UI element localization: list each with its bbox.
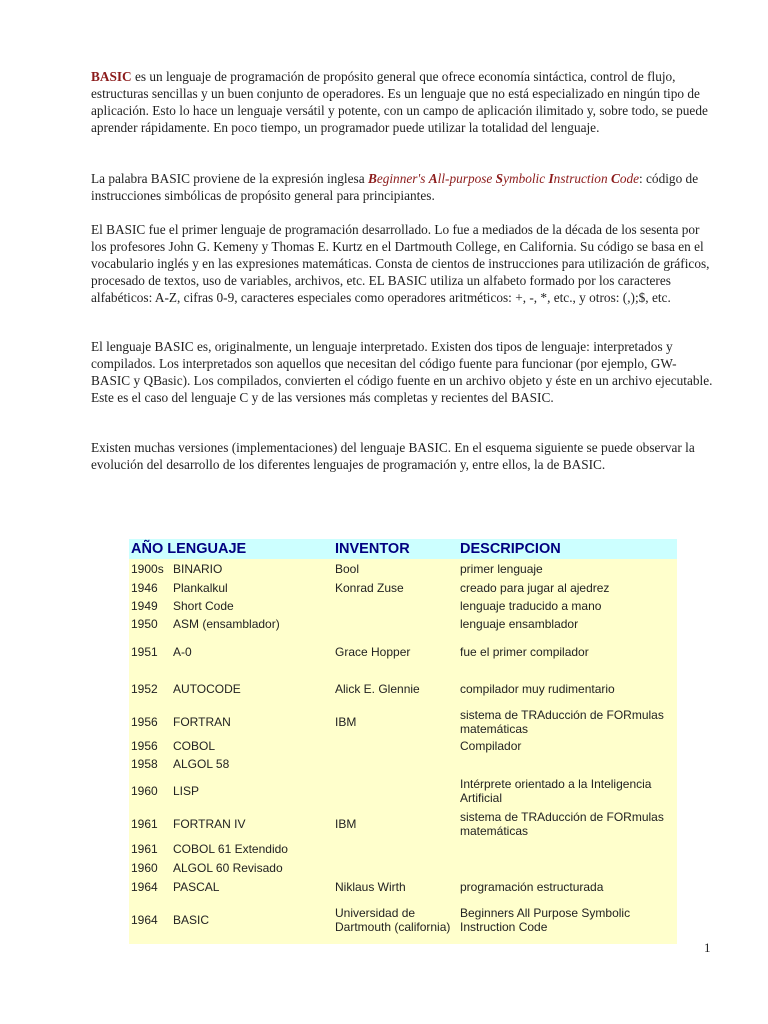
inventor-cell — [333, 773, 458, 809]
table-row — [129, 858, 677, 877]
table-row — [129, 559, 677, 578]
description-cell: compilador muy rudimentario — [460, 681, 615, 696]
inventor-cell — [333, 737, 458, 755]
inventor-cell: Alick E. Glennie — [335, 681, 420, 696]
languages-table — [129, 539, 677, 944]
year-cell: 1956 — [131, 715, 158, 729]
acronym-letter-c: C — [610, 171, 620, 186]
acronym-word-instruction: nstruction — [553, 171, 611, 186]
description-cell — [458, 858, 677, 877]
table-row — [129, 839, 677, 858]
description-cell — [458, 839, 677, 858]
table-row — [129, 755, 677, 773]
description-cell: creado para jugar al ajedrez — [460, 580, 610, 595]
year-cell: 1952 — [131, 681, 158, 696]
language-cell: ASM (ensamblador) — [173, 616, 280, 631]
acronym-expansion — [368, 171, 639, 186]
description-cell: lenguaje traducido a mano — [460, 598, 602, 613]
page-number: 1 — [704, 940, 711, 955]
header-inventor: INVENTOR — [333, 539, 458, 559]
description-cell: primer lenguaje — [460, 561, 543, 576]
table-row — [129, 809, 677, 839]
acronym-word-beginners: eginner's — [376, 171, 429, 186]
year-cell: 1961 — [131, 841, 158, 856]
etymology-trailing-text: : código de instrucciones simbólicas de propósito general para principiantes. — [91, 171, 699, 203]
year-cell: 1961 — [131, 817, 158, 831]
language-cell: Short Code — [173, 598, 234, 613]
inventor-cell: Konrad Zuse — [335, 580, 404, 595]
inventor-cell: Bool — [335, 561, 360, 576]
paragraph-etymology — [91, 170, 713, 204]
inventor-cell: Grace Hopper — [335, 644, 411, 659]
acronym-letter-a: A — [428, 171, 438, 186]
table-row — [129, 578, 677, 597]
paragraph-interpreted: El lenguaje BASIC es, originalmente, un lenguaje interpretado. Existen dos tipos de lenguaje: interpretados y compilados. Los interpretados son aquellos que necesitan del código fuente para funcionar (por ejemplo, GW-BASIC y QBasic). Los compilados, convierten el código fuente en un archivo objeto y éste en un archivo ejecutable. Este es el caso del lenguaje C y de las versiones más completas y recientes del BASIC. — [91, 339, 713, 405]
year-cell: 1949 — [131, 598, 158, 613]
language-cell: ALGOL 58 — [173, 757, 230, 771]
language-cell: COBOL — [173, 739, 216, 753]
paragraph-versions: Existen muchas versiones (implementaciones) del lenguaje BASIC. En el esquema siguiente se puede observar la evolución del desarrollo de los diferentes lenguajes de programación y, entre ellos, la de BASIC. — [91, 440, 695, 472]
header-year-language: AÑO LENGUAJE — [129, 539, 333, 559]
description-cell: Beginners All Purpose Symbolic Instruction Code — [460, 906, 631, 934]
language-cell: FORTRAN IV — [173, 817, 246, 831]
description-cell: lenguaje ensamblador — [460, 616, 579, 631]
description-cell: fue el primer compilador — [460, 644, 589, 659]
description-cell: programación estructurada — [460, 879, 604, 894]
language-cell: COBOL 61 Extendido — [173, 841, 288, 856]
description-cell: sistema de TRAducción de FORmulas matemáticas — [460, 810, 664, 838]
description-cell — [458, 755, 677, 773]
description-cell: Compilador — [460, 739, 522, 753]
language-cell: FORTRAN — [173, 715, 231, 729]
language-cell: Plankalkul — [173, 580, 228, 595]
header-description: DESCRIPCION — [458, 539, 677, 559]
year-cell: 1950 — [131, 616, 158, 631]
table-row — [129, 773, 677, 809]
year-cell: 1960 — [131, 860, 158, 875]
year-cell: 1960 — [131, 784, 158, 798]
inventor-cell: Niklaus Wirth — [335, 879, 406, 894]
inventor-cell — [333, 597, 458, 614]
table-row — [129, 614, 677, 633]
paragraph-history: El BASIC fue el primer lenguaje de programación desarrollado. Lo fue a mediados de la década de los sesenta por los profesores John G. Kemeny y Thomas E. Kurtz en el Dartmouth College, en California. Su código se basa en el vocabulario inglés y en las expresiones matemáticas. Consta de cientos de instrucciones para utilización de gráficos, procesado de textos, uso de variables, archivos, etc. EL BASIC utiliza un alfabeto formado por los caracteres alfabéticos: A-Z, cifras 0-9, caracteres especiales como operadores aritméticos: +, -, *, etc., y otros: (,);$, etc. — [91, 222, 710, 305]
year-cell: 1958 — [131, 757, 158, 771]
language-cell: PASCAL — [173, 879, 220, 894]
language-cell: BINARIO — [173, 561, 223, 576]
language-cell: A-0 — [173, 644, 192, 659]
inventor-cell: IBM — [335, 715, 357, 729]
table-row — [129, 737, 677, 755]
acronym-word-symbolic: ymbolic — [503, 171, 549, 186]
description-cell: sistema de TRAducción de FORmulas matemáticas — [460, 708, 664, 736]
inventor-cell — [333, 858, 458, 877]
etymology-lead-text: La palabra BASIC proviene de la expresión inglesa — [91, 171, 368, 186]
table-row — [129, 597, 677, 614]
intro-text: es un lenguaje de programación de propósito general que ofrece economía sintáctica, control de flujo, estructuras sencillas y un buen conjunto de operadores. Es un lenguaje que no está especializado en ningún tipo de aplicación. Esto lo hace un lenguaje versátil y potente, con un campo de aplicación ilimitado y, sobre todo, se puede aprender rápidamente. En poco tiempo, un programador puede utilizar la totalidad del lenguaje. — [91, 69, 708, 135]
table-row — [129, 670, 677, 707]
acronym-word-all-purpose: ll-purpose — [437, 171, 496, 186]
year-cell: 1900s — [131, 561, 164, 576]
table-row — [129, 877, 677, 896]
year-cell: 1956 — [131, 739, 158, 753]
table-row — [129, 707, 677, 737]
basic-keyword: BASIC — [91, 69, 132, 84]
table-row — [129, 896, 677, 944]
acronym-letter-b: B — [367, 171, 377, 186]
table-header-row — [129, 539, 677, 559]
language-cell: ALGOL 60 Revisado — [173, 860, 283, 875]
year-cell: 1946 — [131, 580, 158, 595]
table-row — [129, 633, 677, 670]
year-cell: 1964 — [131, 913, 158, 927]
inventor-cell: Universidad de Dartmouth (california) — [335, 906, 451, 934]
description-cell: Intérprete orientado a la Inteligencia Artificial — [460, 777, 652, 805]
inventor-cell — [333, 614, 458, 633]
paragraph-intro — [91, 68, 713, 136]
language-cell: LISP — [173, 784, 200, 798]
acronym-word-code: ode — [619, 171, 640, 186]
acronym-letter-s: S — [495, 171, 504, 186]
language-cell: AUTOCODE — [173, 681, 241, 696]
language-cell: BASIC — [173, 913, 210, 927]
inventor-cell — [333, 755, 458, 773]
acronym-letter-i: I — [548, 171, 554, 186]
year-cell: 1964 — [131, 879, 158, 894]
year-cell: 1951 — [131, 644, 158, 659]
inventor-cell: IBM — [335, 817, 357, 831]
inventor-cell — [333, 839, 458, 858]
